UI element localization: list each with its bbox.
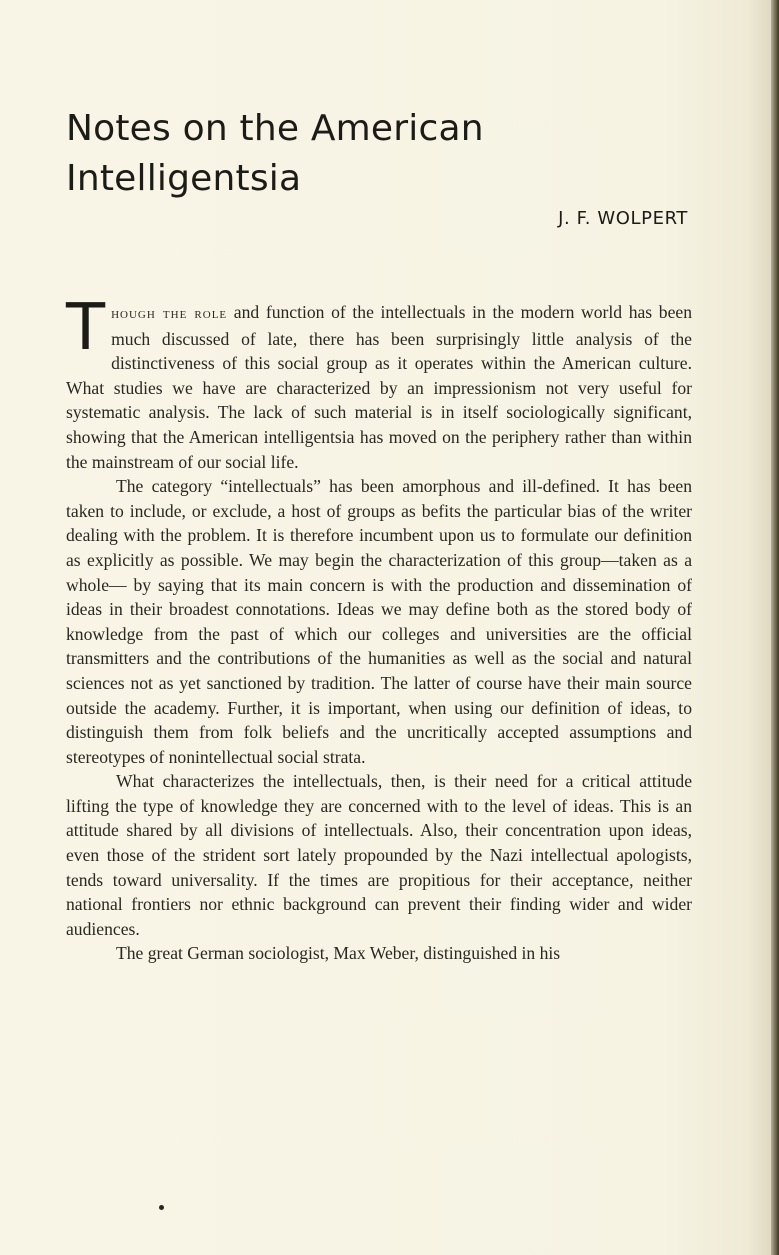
paragraph-2: The category “intellectuals” has been amorphous and ill-defined. It has been taken to include, or exclude, a host of groups as befits the particular bias of the writer dealing with the problem. It is therefore incumbent upon us to formulate our definition as explicitly as possible. We may begin the characterization of this group—taken as a whole— by saying that its main concern is with the production and dissemination of ideas in their broadest connotations. Ideas we may define both as the stored body of knowledge from the past of which our colleges and universities are the official transmitters and the contributions of the humanities as well as the social and natural sciences not as yet sanctioned by tradition. The latter of course have their main source outside the academy. Further, it is important, when using our definition of ideas, to distinguish them from folk beliefs and the uncritically accepted assumptions and stereotypes of nonintellectual social strata. bbox=[66, 476, 692, 767]
paragraph-1 bbox=[66, 291, 692, 474]
paragraph-4: The great German sociologist, Max Weber, distinguished in his bbox=[116, 943, 561, 964]
drop-cap: T bbox=[66, 291, 106, 365]
paragraph-1-text: and function of the intellectuals in the modern world has been much discussed of late, there has been surprisingly little analysis of the distinctiveness of this social group as it operates within the American culture. What studies we have are characterized by an impressionism not very useful for systematic analysis. The lack of such material is in itself sociologically significant, showing that the American intelligentsia has moved on the periphery rather than within the mainstream of our social life. bbox=[66, 302, 692, 472]
article-title bbox=[66, 104, 626, 204]
title-line-2: Intelligentsia bbox=[66, 158, 302, 199]
page-edge-shadow bbox=[771, 0, 779, 1255]
article-body bbox=[66, 291, 692, 966]
author-byline: J. F. WOLPERT bbox=[558, 208, 688, 229]
title-line-1: Notes on the American bbox=[66, 108, 484, 149]
paragraph-3: What characterizes the intellectuals, then, is their need for a critical attitude lifting the type of knowledge they are concerned with to the level of ideas. This is an attitude shared by all divisions of intellectuals. Also, their concentration upon ideas, even those of the strident sort lately propounded by the Nazi intellectual apologists, tends toward universality. If the times are propitious for their acceptance, neither national frontiers nor ethnic background can prevent their finding wider and wider audiences. bbox=[66, 771, 692, 939]
ink-speck bbox=[159, 1205, 164, 1210]
opening-small-caps: hough the role bbox=[111, 305, 228, 322]
